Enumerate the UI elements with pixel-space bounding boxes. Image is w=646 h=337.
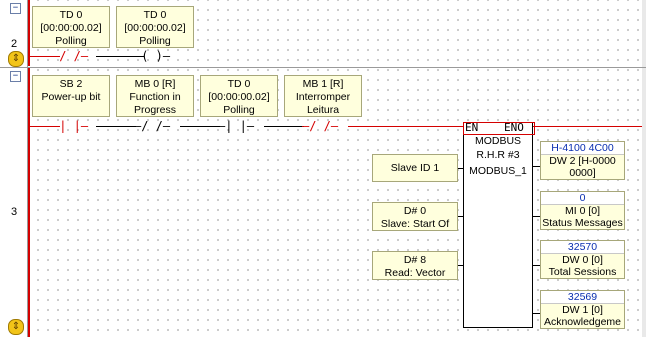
output-operand[interactable]	[540, 240, 625, 279]
operand-name: Slave ID 1	[390, 162, 440, 174]
input-pin	[458, 168, 464, 169]
input-pin	[458, 216, 464, 217]
operand-name: TD 0	[143, 9, 167, 21]
right-edge	[642, 0, 646, 337]
nc-contact[interactable]: —/ /—	[302, 119, 339, 133]
operand-description: Polling	[223, 104, 255, 116]
operand-description: Status Messages	[542, 217, 623, 229]
rung-wire	[96, 126, 136, 127]
live-value: 0	[541, 192, 624, 205]
operand-value: [00:00:00.02]	[40, 22, 102, 34]
operand-name: MB 0 [R]	[134, 78, 176, 90]
contact-label	[116, 75, 194, 117]
operand-description: Progress	[133, 104, 176, 116]
rung-separator	[0, 67, 646, 68]
input-pin	[458, 265, 464, 266]
eno-pin-label: ENO	[504, 121, 524, 134]
fb-name: MODBUS	[474, 135, 522, 147]
output-pin	[533, 166, 540, 167]
fb-instance: MODBUS_1	[469, 165, 527, 177]
contact-label	[284, 75, 362, 117]
operand-value: [00:00:00.02]	[124, 22, 186, 34]
operand-name: DW 1 [0]	[562, 304, 603, 316]
operand-name: D# 0	[403, 205, 427, 217]
contact-label	[32, 6, 110, 48]
output-pin	[533, 313, 540, 314]
rung-marker-icon[interactable]: ⇕	[8, 51, 24, 67]
eno-wire	[533, 126, 642, 127]
rung-marker-icon[interactable]: ⇕	[8, 319, 24, 335]
contact-label	[32, 75, 110, 117]
fb-function: R.H.R #3	[476, 149, 520, 161]
contact-label	[200, 75, 278, 117]
nc-contact[interactable]: —/ /—	[134, 119, 171, 133]
output-operand[interactable]	[540, 141, 625, 180]
operand-description: Total Sessions	[548, 266, 617, 278]
output-operand[interactable]	[540, 191, 625, 230]
rung-wire	[264, 126, 304, 127]
live-value: 32570	[541, 241, 624, 254]
no-contact[interactable]: —| |—	[52, 119, 89, 133]
nc-contact[interactable]: —/ /—	[52, 49, 89, 63]
no-contact[interactable]: —| |—	[218, 119, 255, 133]
input-operand[interactable]	[372, 154, 458, 182]
operand-value: 0000]	[569, 167, 596, 179]
output-operand[interactable]	[540, 290, 625, 329]
live-value: 32569	[541, 291, 624, 304]
collapse-rung-2-icon[interactable]: −	[10, 3, 21, 14]
en-pin-label: EN	[465, 121, 479, 134]
operand-name: D# 8	[403, 254, 427, 266]
operand-description: Leitura	[306, 104, 340, 116]
rung-wire	[180, 126, 220, 127]
input-operand[interactable]	[372, 251, 458, 280]
operand-description: Polling	[139, 35, 171, 47]
operand-name: MB 1 [R]	[302, 78, 344, 90]
operand-description: Polling	[55, 35, 87, 47]
operand-name: TD 0	[59, 9, 83, 21]
operand-description: Function in	[129, 91, 181, 103]
output-coil[interactable]: —( )—	[134, 49, 171, 63]
operand-name: TD 0	[227, 78, 251, 90]
left-power-rail	[28, 68, 30, 337]
operand-name: DW 2 [H-0000	[549, 155, 616, 167]
live-value: H-4100 4C00	[541, 142, 624, 155]
rung-number: 3	[10, 206, 18, 218]
coil-label	[116, 6, 194, 48]
operand-description: Acknowledgeme	[543, 316, 622, 328]
operand-name: MI 0 [0]	[564, 205, 600, 217]
rung-number: 2	[10, 38, 18, 50]
operand-value: [00:00:00.02]	[208, 91, 270, 103]
collapse-rung-3-icon[interactable]: −	[10, 71, 21, 82]
operand-description: Power-up bit	[41, 91, 101, 103]
operand-description: Interromper	[295, 91, 351, 103]
rung-wire	[348, 126, 464, 127]
operand-name: SB 2	[59, 78, 83, 90]
modbus-function-block[interactable]	[463, 122, 533, 328]
operand-description: Read: Vector	[384, 267, 446, 279]
input-operand[interactable]	[372, 202, 458, 231]
operand-description: Slave: Start Of	[380, 218, 450, 230]
output-pin	[533, 216, 540, 217]
operand-name: DW 0 [0]	[562, 254, 603, 266]
output-pin	[533, 265, 540, 266]
